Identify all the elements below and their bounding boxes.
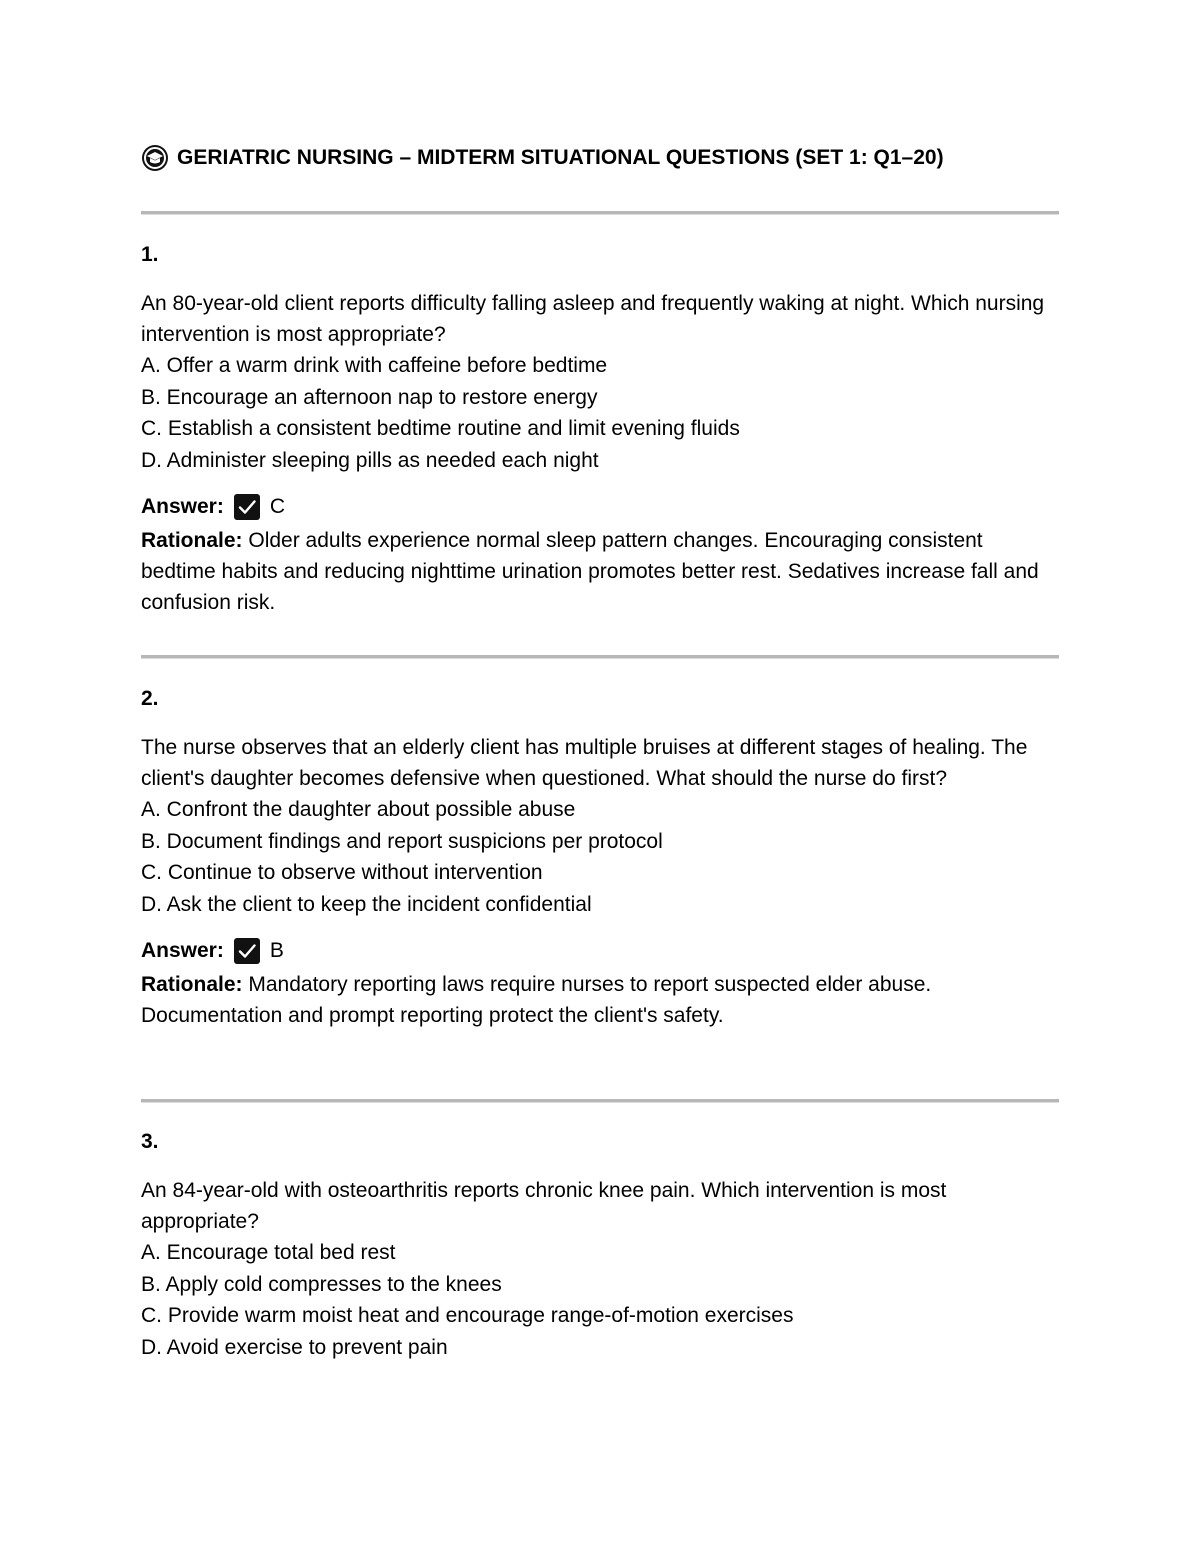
- answer-line: [141, 936, 1061, 966]
- rationale: [141, 969, 1061, 1031]
- option-b: B. Document findings and report suspicions per protocol: [141, 829, 663, 853]
- option-c: C. Provide warm moist heat and encourage range-of-motion exercises: [141, 1304, 794, 1327]
- divider: [141, 655, 1059, 659]
- check-mark-icon: [234, 494, 260, 520]
- option-d: D. Ask the client to keep the incident confidential: [141, 892, 592, 916]
- check-mark-icon: [234, 938, 260, 964]
- answer-value: C: [269, 495, 286, 518]
- rationale-label: Rationale:: [141, 973, 243, 996]
- question-number: 2.: [141, 687, 159, 710]
- option-c: C. Continue to observe without intervention: [141, 861, 543, 884]
- option-d: D. Administer sleeping pills as needed each night: [141, 448, 599, 472]
- answer-value: B: [269, 939, 284, 962]
- option-a: A. Offer a warm drink with caffeine before bedtime: [141, 354, 608, 377]
- graduation-cap-badge-icon: [141, 144, 169, 172]
- rationale-text: Mandatory reporting laws require nurses to report suspected elder abuse. Documentation and prompt reporting protect the client's safety.: [141, 973, 932, 1027]
- option-a: A. Encourage total bed rest: [141, 1241, 396, 1264]
- question-number: 3.: [141, 1130, 159, 1153]
- option-d: D. Avoid exercise to prevent pain: [141, 1335, 448, 1359]
- question-3: [141, 1127, 1061, 1363]
- option-c: C. Establish a consistent bedtime routine and limit evening fluids: [141, 417, 740, 440]
- question-1: [141, 240, 1061, 618]
- question-stem: The nurse observes that an elderly client has multiple bruises at different stages of healing. The client's daughter becomes defensive when questioned. What should the nurse do first?: [141, 736, 1028, 790]
- answer-line: [141, 492, 1061, 522]
- document-title-text: GERIATRIC NURSING – MIDTERM SITUATIONAL QUESTIONS (SET 1: Q1–20): [177, 146, 944, 169]
- document-title: [141, 143, 1061, 173]
- rationale-text: Older adults experience normal sleep pattern changes. Encouraging consistent bedtime habits and reducing nighttime urination promotes better rest. Sedatives increase fall and confusion risk.: [141, 529, 1039, 614]
- divider: [141, 1099, 1059, 1103]
- question-stem: An 84-year-old with osteoarthritis reports chronic knee pain. Which intervention is most appropriate?: [141, 1179, 947, 1233]
- answer-label: Answer:: [141, 495, 224, 518]
- option-b: B. Encourage an afternoon nap to restore energy: [141, 385, 598, 409]
- option-a: A. Confront the daughter about possible abuse: [141, 798, 576, 821]
- option-b: B. Apply cold compresses to the knees: [141, 1272, 502, 1296]
- question-2: [141, 684, 1061, 1031]
- divider: [141, 211, 1059, 215]
- answer-label: Answer:: [141, 939, 224, 962]
- question-number: 1.: [141, 243, 159, 266]
- rationale: [141, 525, 1061, 618]
- rationale-label: Rationale:: [141, 529, 243, 552]
- question-stem: An 80-year-old client reports difficulty falling asleep and frequently waking at night. Which nursing intervention is most appropriate?: [141, 292, 1045, 346]
